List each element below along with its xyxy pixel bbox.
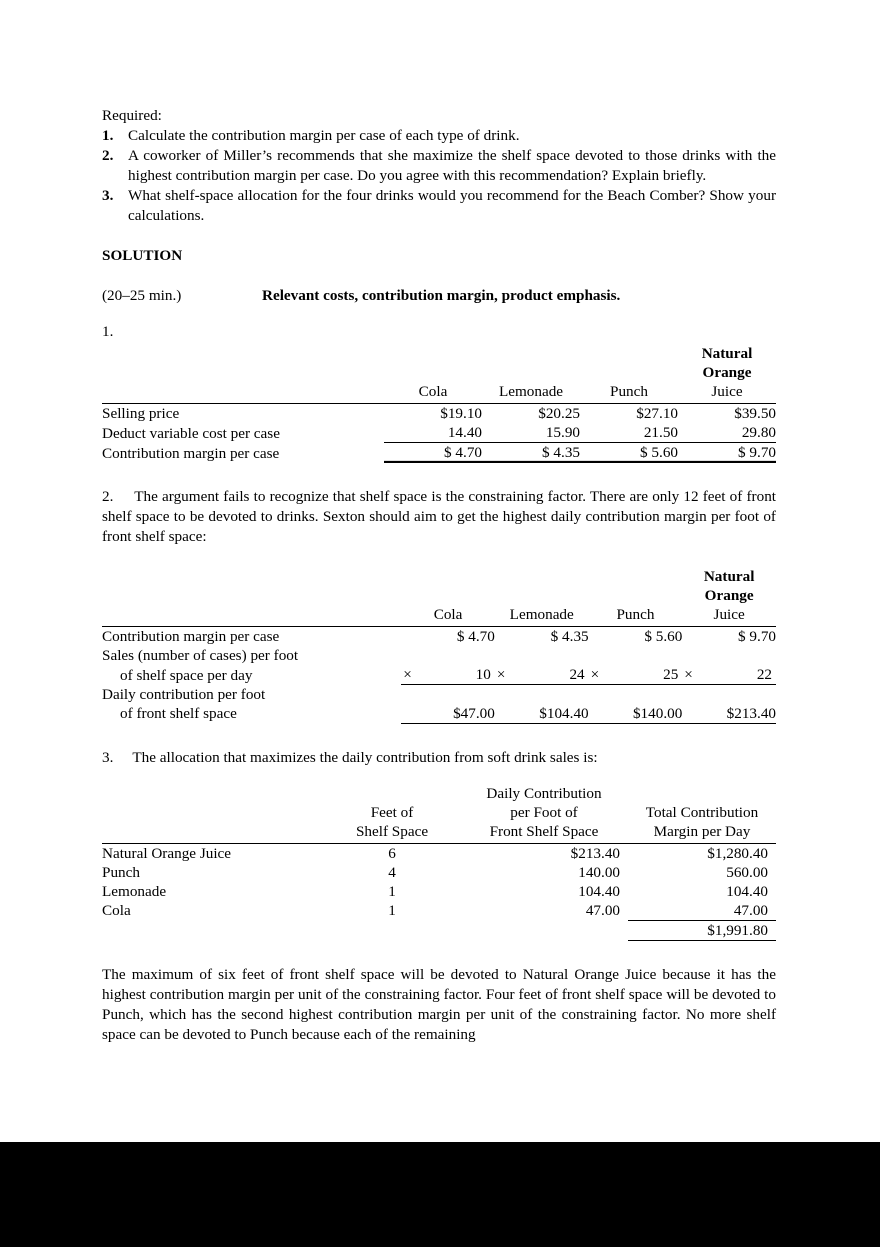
table2-daily-punch: $140.00: [589, 704, 683, 724]
shelf-space-allocation-table: [102, 784, 776, 941]
solution-heading: SOLUTION: [102, 247, 183, 264]
table3-header-daily-line2: per Foot of: [510, 803, 578, 821]
table2-sales-juice-operator: ×: [684, 666, 693, 683]
part-2-text: The argument fails to recognize that shelf space is the constraining factor. There are only 12 feet of front shelf space to be devoted to drinks. Sexton should aim to get the highest daily contribution margin per foot of front shelf space:: [102, 488, 777, 545]
table3-row3-label: Lemonade: [102, 882, 167, 900]
table1-row2-cola: 14.40: [384, 423, 482, 443]
table3-row1-daily: $213.40: [570, 844, 620, 862]
table2-sales-punch-operator: ×: [590, 666, 600, 683]
table2-header-cola: Cola: [433, 606, 463, 623]
table1-header-punch: Punch: [610, 383, 648, 400]
table1-row1-juice: $39.50: [734, 405, 776, 422]
table-row: [102, 627, 776, 647]
table2-daily-label-line1: Daily contribution per foot: [102, 685, 266, 703]
table2-stacked-header-row: [102, 567, 776, 605]
table2-sales-cola: [401, 665, 495, 685]
table-row: [102, 685, 776, 704]
table2-sales-label-line2: of shelf space per day: [120, 666, 253, 684]
table3-header-total-line1: Total Contribution: [645, 803, 759, 821]
table2-juice-header-line1: Natural: [703, 568, 755, 585]
required-question-list: [102, 126, 776, 226]
question-number-1: 1.: [102, 127, 114, 144]
table2-sales-punch-value: 25: [663, 666, 679, 683]
question-text-3: What shelf-space allocation for the four drinks would you recommend for the Beach Comber? Show your calculations.: [128, 187, 776, 224]
part-3-number: 3.: [102, 748, 114, 766]
table2-cm-lemonade: $ 4.35: [550, 628, 589, 645]
table2-daily-juice: $213.40: [682, 704, 776, 724]
table2-sales-label-line1: Sales (number of cases) per foot: [102, 647, 299, 664]
solution-title: Relevant costs, contribution margin, product emphasis.: [262, 287, 621, 304]
table2-sales-cola-operator: ×: [403, 666, 412, 683]
table3-row3-feet: 1: [388, 882, 396, 900]
table3-row1-label: Natural Orange Juice: [102, 844, 232, 862]
table3-row4-label: Cola: [102, 902, 131, 919]
table1-row2-juice: 29.80: [678, 423, 776, 443]
table-row: [102, 665, 776, 685]
table3-row2-total: 560.00: [726, 863, 768, 881]
table1-header-cola: Cola: [418, 383, 448, 400]
table2-daily-label-line2: of front shelf space: [120, 705, 237, 722]
table3-header-feet-line1: Feet of: [370, 803, 414, 821]
table-row: [102, 863, 776, 882]
question-text-1: Calculate the contribution margin per case of each type of drink.: [128, 127, 520, 144]
table3-grand-total: $1,991.80: [628, 920, 776, 940]
table1-row3-label: Contribution margin per case: [102, 444, 280, 462]
question-number-2: 2.: [102, 147, 114, 164]
table1-row2-punch: 21.50: [580, 423, 678, 443]
question-item-2: [102, 146, 776, 186]
table2-header-lemonade: Lemonade: [509, 606, 574, 623]
table3-header-daily-line1: Daily Contribution: [486, 784, 602, 802]
table1-row3-punch: $ 5.60: [580, 443, 678, 463]
table1-juice-header-line1: Natural: [701, 345, 753, 362]
table1-row1-punch: $27.10: [636, 405, 678, 422]
table3-row2-label: Punch: [102, 863, 140, 881]
table3-row1-feet: 6: [388, 844, 396, 862]
table-row: [102, 443, 776, 463]
table2-cm-juice: $ 9.70: [738, 628, 776, 645]
table-row: [102, 704, 776, 724]
table2-sales-lemonade: [495, 665, 589, 685]
table1-juice-header-line2: Orange: [702, 364, 752, 381]
table2-cm-punch: $ 5.60: [644, 628, 683, 645]
question-text-2: A coworker of Miller’s recommends that she maximize the shelf space devoted to those drinks with the highest contribution margin per case. Do you agree with this recommendation? Explain briefly.: [128, 147, 776, 184]
table1-row1-lemonade: $20.25: [538, 405, 580, 422]
table1-row1-label: Selling price: [102, 405, 180, 422]
part-2-number: 2.: [102, 488, 114, 505]
table1-row3-juice: $ 9.70: [678, 443, 776, 463]
timing-estimate: (20–25 min.): [102, 287, 182, 304]
table3-header-row-3: [102, 822, 776, 841]
table2-sales-juice-value: 22: [756, 666, 772, 683]
closing-paragraph: The maximum of six feet of front shelf space will be devoted to Natural Orange Juice because it has the highest contribution margin per unit of the constraining factor. Four feet of front shelf space will be devoted to Punch, which has the second highest contribution margin per unit of the constraining factor. No more shelf space can be devoted to Punch because each of the remaining: [102, 965, 776, 1043]
table2-juice-header-line2: Orange: [704, 587, 754, 604]
table3-total-row: [102, 920, 776, 940]
table3-header-daily-line3: Front Shelf Space: [489, 822, 599, 840]
table2-daily-lemonade: $104.40: [495, 704, 589, 724]
part-2-paragraph: [102, 487, 776, 547]
table1-header-lemonade: Lemonade: [498, 383, 564, 400]
part-3-text: The allocation that maximizes the daily contribution from soft drink sales is:: [132, 748, 598, 766]
solution-title-row: [102, 286, 776, 306]
contribution-margin-table: [102, 344, 776, 463]
table-row: [102, 882, 776, 901]
table-row: [102, 404, 776, 424]
table1-row2-label: Deduct variable cost per case: [102, 424, 280, 442]
table3-row2-daily: 140.00: [578, 863, 620, 881]
table-row: [102, 901, 776, 921]
table1-header-row: [102, 382, 776, 401]
table2-sales-lemonade-value: 24: [569, 666, 585, 683]
table2-cm-cola: $ 4.70: [456, 628, 495, 645]
table2-sales-lemonade-operator: ×: [496, 666, 506, 683]
part-3-paragraph: [102, 748, 776, 768]
table1-stacked-header-row: [102, 344, 776, 382]
table3-row3-daily: 104.40: [578, 882, 620, 900]
table3-row4-total: 47.00: [628, 901, 776, 921]
table3-header-feet-line2: Shelf Space: [355, 822, 429, 840]
table2-header-juice: Juice: [713, 606, 745, 623]
page-content: [102, 106, 776, 1045]
table3-header-total-line2: Margin per Day: [653, 822, 751, 840]
table1-header-juice: Juice: [711, 383, 743, 400]
table-row: [102, 646, 776, 665]
daily-contribution-per-foot-table: [102, 567, 776, 724]
table3-row4-feet: 1: [388, 902, 396, 919]
table2-sales-cola-value: 10: [475, 666, 491, 683]
table2-header-punch: Punch: [616, 606, 655, 623]
table1-row3-cola: $ 4.70: [384, 443, 482, 463]
bottom-black-bar: [0, 1142, 880, 1247]
table3-row3-total: 104.40: [726, 882, 768, 900]
table2-daily-cola: $47.00: [401, 704, 495, 724]
table3-row4-daily: 47.00: [585, 902, 620, 919]
question-number-3: 3.: [102, 187, 114, 204]
table3-header-row-2: [102, 803, 776, 822]
question-item-1: [102, 126, 776, 146]
part-1-number: 1.: [102, 323, 114, 340]
table1-row3-lemonade: $ 4.35: [482, 443, 580, 463]
table2-cm-label: Contribution margin per case: [102, 628, 280, 645]
required-label: Required:: [102, 107, 162, 124]
table3-row1-total: $1,280.40: [707, 844, 768, 862]
table2-sales-punch: [589, 665, 683, 685]
table3-row2-feet: 4: [388, 863, 396, 881]
table1-row2-lemonade: 15.90: [482, 423, 580, 443]
table-row: [102, 423, 776, 443]
table3-header-row-1: [102, 784, 776, 803]
table2-sales-juice: [682, 665, 776, 685]
table-row: [102, 843, 776, 863]
table1-row1-cola: $19.10: [440, 405, 482, 422]
question-item-3: [102, 186, 776, 226]
table2-header-row: [102, 605, 776, 624]
